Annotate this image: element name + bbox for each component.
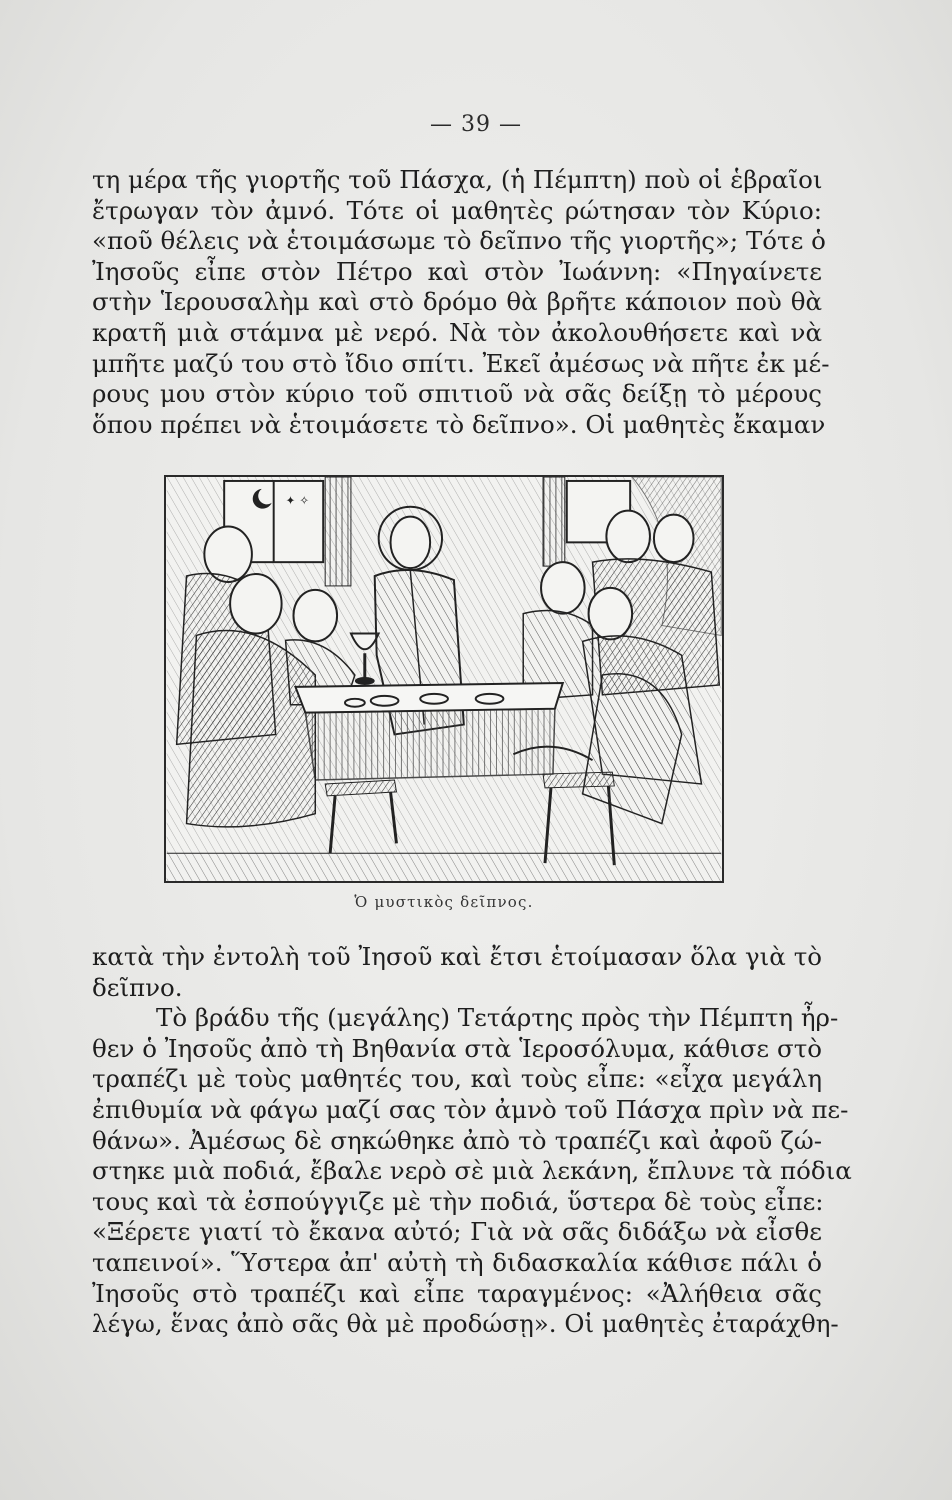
text-line: κρατῆ μιὰ στάμνα μὲ νερό. Νὰ τὸν ἀκολουθήσετε καὶ νὰ [92,317,822,347]
text-line: τραπέζι μὲ τοὺς μαθητές του, καὶ τοὺς εἶπε: «εἶχα μεγάλη [92,1064,822,1094]
text-line: θεν ὁ Ἰησοῦς ἀπὸ τὴ Βηθανία στὰ Ἱεροσόλυμα, κάθισε στὸ [92,1033,822,1063]
paragraph-top [92,165,830,440]
text-line: Ἰησοῦς εἶπε στὸν Πέτρο καὶ στὸν Ἰωάννη: «Πηγαίνετε [92,256,822,286]
page-number: — 39 — [430,112,522,137]
text-line: ἐπιθυμία νὰ φάγω μαζί σας τὸν ἀμνὸ τοῦ Πάσχα πρὶν νὰ πε- [92,1094,849,1124]
engraving-image [166,477,722,881]
last-supper-engraving [164,475,724,883]
text-line: μπῆτε μαζύ του στὸ ἴδιο σπίτι. Ἐκεῖ ἀμέσως νὰ πῆτε ἐκ μέ- [92,348,830,378]
paragraph-bottom [92,942,852,1340]
text-line: κατὰ τὴν ἐντολὴ τοῦ Ἰησοῦ καὶ ἔτσι ἑτοίμασαν ὅλα γιὰ τὸ [92,942,822,971]
text-line: «ποῦ θέλεις νὰ ἑτοιμάσωμε τὸ δεῖπνο τῆς γιορτῆς»; Τότε ὁ [92,226,826,256]
text-line: ὅπου πρέπει νὰ ἑτοιμάσετε τὸ δεῖπνο». Οἱ μαθητὲς ἔκαμαν [92,409,826,439]
text-line: τη μέρα τῆς γιορτῆς τοῦ Πάσχα, (ἡ Πέμπτη) ποὺ οἱ ἑβραῖοι [92,165,823,194]
text-line: θάνω». Ἀμέσως δὲ σηκώθηκε ἀπὸ τὸ τραπέζι καὶ ἀφοῦ ζώ- [92,1125,822,1155]
svg-text:✦ ✧: ✦ ✧ [285,493,310,508]
text-line: Ἰησοῦς στὸ τραπέζι καὶ εἶπε ταραγμένος: «Ἀλήθεια σᾶς [92,1278,822,1308]
text-line: λέγω, ἕνας ἀπὸ σᾶς θὰ μὲ προδώσῃ». Οἱ μαθητὲς ἐταράχθη- [92,1309,839,1339]
text-line: Τὸ βράδυ τῆς (μεγάλης) Τετάρτης πρὸς τὴν Πέμπτη ἦρ- [156,1003,839,1033]
text-line: τους καὶ τὰ ἐσπούγγιζε μὲ τὴν ποδιά, ὕστερα δὲ τοὺς εἶπε: [92,1186,824,1216]
text-line: ἔτρωγαν τὸν ἀμνό. Τότε οἱ μαθητὲς ρώτησαν τὸν Κύριο: [92,195,822,225]
text-line: «Ξέρετε γιατί τὸ ἔκανα αὐτό; Γιὰ νὰ σᾶς διδάξω νὰ εἶσθε [92,1217,822,1247]
text-line: ρους μου στὸν κύριο τοῦ σπιτιοῦ νὰ σᾶς δείξῃ τὸ μέρους [92,379,822,409]
text-line: στὴν Ἱερουσαλὴμ καὶ στὸ δρόμο θὰ βρῆτε κάποιον ποὺ θὰ [92,287,822,317]
text-line: στηκε μιὰ ποδιά, ἔβαλε νερὸ σὲ μιὰ λεκάνη, ἔπλυνε τὰ πόδια [92,1156,852,1186]
figure-caption: Ὁ μυστικὸς δεῖπνος. [354,893,534,911]
text-line: ταπεινοί». Ὕστερα ἀπ' αὐτὴ τὴ διδασκαλία κάθισε πάλι ὁ [92,1247,822,1277]
text-line: δεῖπνο. [92,972,183,1002]
